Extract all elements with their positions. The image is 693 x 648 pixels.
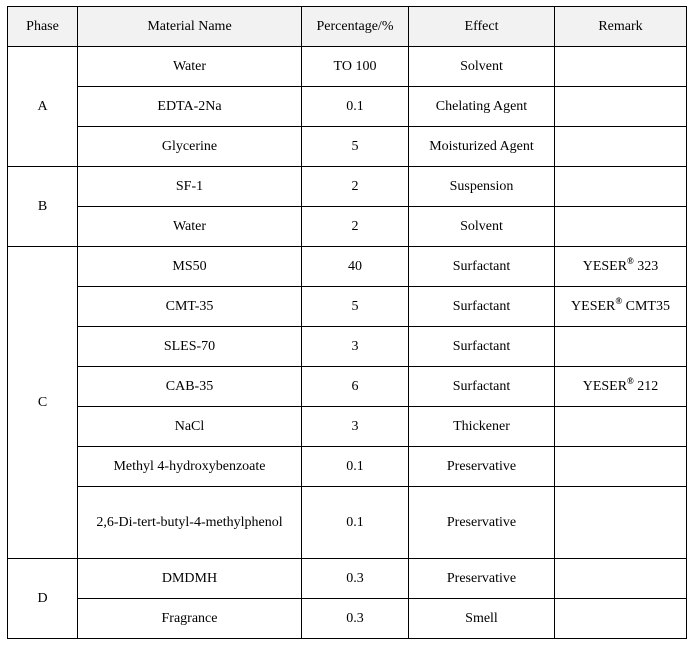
header-material-name: Material Name (78, 7, 302, 47)
material-name-cell: CMT-35 (78, 287, 302, 327)
remark-cell (555, 407, 687, 447)
table-row (8, 447, 687, 487)
percentage-cell: 3 (302, 327, 409, 367)
effect-cell: Thickener (409, 407, 555, 447)
effect-cell: Surfactant (409, 247, 555, 287)
percentage-cell: 2 (302, 167, 409, 207)
remark-cell (555, 599, 687, 639)
table-row (8, 487, 687, 559)
percentage-cell: 0.1 (302, 487, 409, 559)
remark-cell (555, 47, 687, 87)
remark-code: 212 (633, 378, 659, 394)
percentage-cell: TO 100 (302, 47, 409, 87)
remark-brand: YESER (582, 258, 628, 274)
effect-cell: Surfactant (409, 287, 555, 327)
percentage-cell: 5 (302, 127, 409, 167)
material-name-cell: Glycerine (78, 127, 302, 167)
percentage-cell: 6 (302, 367, 409, 407)
header-effect: Effect (409, 7, 555, 47)
table-row (8, 167, 687, 207)
table-row (8, 47, 687, 87)
remark-cell (555, 559, 687, 599)
percentage-cell: 40 (302, 247, 409, 287)
effect-cell: Solvent (409, 207, 555, 247)
header-row (8, 7, 687, 47)
table-row (8, 247, 687, 287)
header-percentage: Percentage/% (302, 7, 409, 47)
effect-cell: Preservative (409, 487, 555, 559)
remark-cell (555, 367, 687, 407)
effect-cell: Preservative (409, 559, 555, 599)
remark-cell (555, 207, 687, 247)
effect-cell: Suspension (409, 167, 555, 207)
table-row (8, 327, 687, 367)
percentage-cell: 0.1 (302, 87, 409, 127)
percentage-cell: 2 (302, 207, 409, 247)
table-row (8, 207, 687, 247)
remark-code: CMT35 (622, 298, 670, 314)
material-name-cell: 2,6-Di-tert-butyl-4-methylphenol (78, 487, 302, 559)
material-name-cell: Fragrance (78, 599, 302, 639)
percentage-cell: 5 (302, 287, 409, 327)
effect-cell: Solvent (409, 47, 555, 87)
remark-brand: YESER (582, 378, 628, 394)
remark-cell (555, 247, 687, 287)
remark-code: 323 (633, 258, 659, 274)
effect-cell: Smell (409, 599, 555, 639)
material-name-cell: CAB-35 (78, 367, 302, 407)
phase-cell: B (8, 167, 78, 247)
material-name-cell: EDTA-2Na (78, 87, 302, 127)
percentage-cell: 3 (302, 407, 409, 447)
percentage-cell: 0.1 (302, 447, 409, 487)
table-row (8, 367, 687, 407)
remark-cell (555, 487, 687, 559)
remark-brand: YESER (571, 298, 616, 314)
registered-mark: ® (627, 255, 634, 266)
table-row (8, 559, 687, 599)
table-row (8, 599, 687, 639)
remark-cell (555, 127, 687, 167)
phase-cell: A (8, 47, 78, 167)
percentage-cell: 0.3 (302, 599, 409, 639)
remark-cell (555, 167, 687, 207)
remark-cell (555, 287, 687, 327)
material-name-cell: MS50 (78, 247, 302, 287)
material-name-cell: Methyl 4-hydroxybenzoate (78, 447, 302, 487)
table-row (8, 407, 687, 447)
header-phase: Phase (8, 7, 78, 47)
effect-cell: Surfactant (409, 367, 555, 407)
header-remark: Remark (555, 7, 687, 47)
effect-cell: Moisturized Agent (409, 127, 555, 167)
table-body (8, 47, 687, 639)
material-name-cell: NaCl (78, 407, 302, 447)
formula-table (7, 6, 687, 639)
remark-cell (555, 327, 687, 367)
table-row (8, 87, 687, 127)
registered-mark: ® (615, 295, 623, 306)
material-name-cell: Water (78, 207, 302, 247)
phase-cell: D (8, 559, 78, 639)
material-name-cell: Water (78, 47, 302, 87)
registered-mark: ® (627, 375, 634, 386)
percentage-cell: 0.3 (302, 559, 409, 599)
effect-cell: Surfactant (409, 327, 555, 367)
material-name-cell: DMDMH (78, 559, 302, 599)
material-name-cell: SF-1 (78, 167, 302, 207)
remark-cell (555, 87, 687, 127)
effect-cell: Preservative (409, 447, 555, 487)
table-row (8, 287, 687, 327)
remark-cell (555, 447, 687, 487)
phase-cell: C (8, 247, 78, 559)
material-name-cell: SLES-70 (78, 327, 302, 367)
effect-cell: Chelating Agent (409, 87, 555, 127)
table-row (8, 127, 687, 167)
